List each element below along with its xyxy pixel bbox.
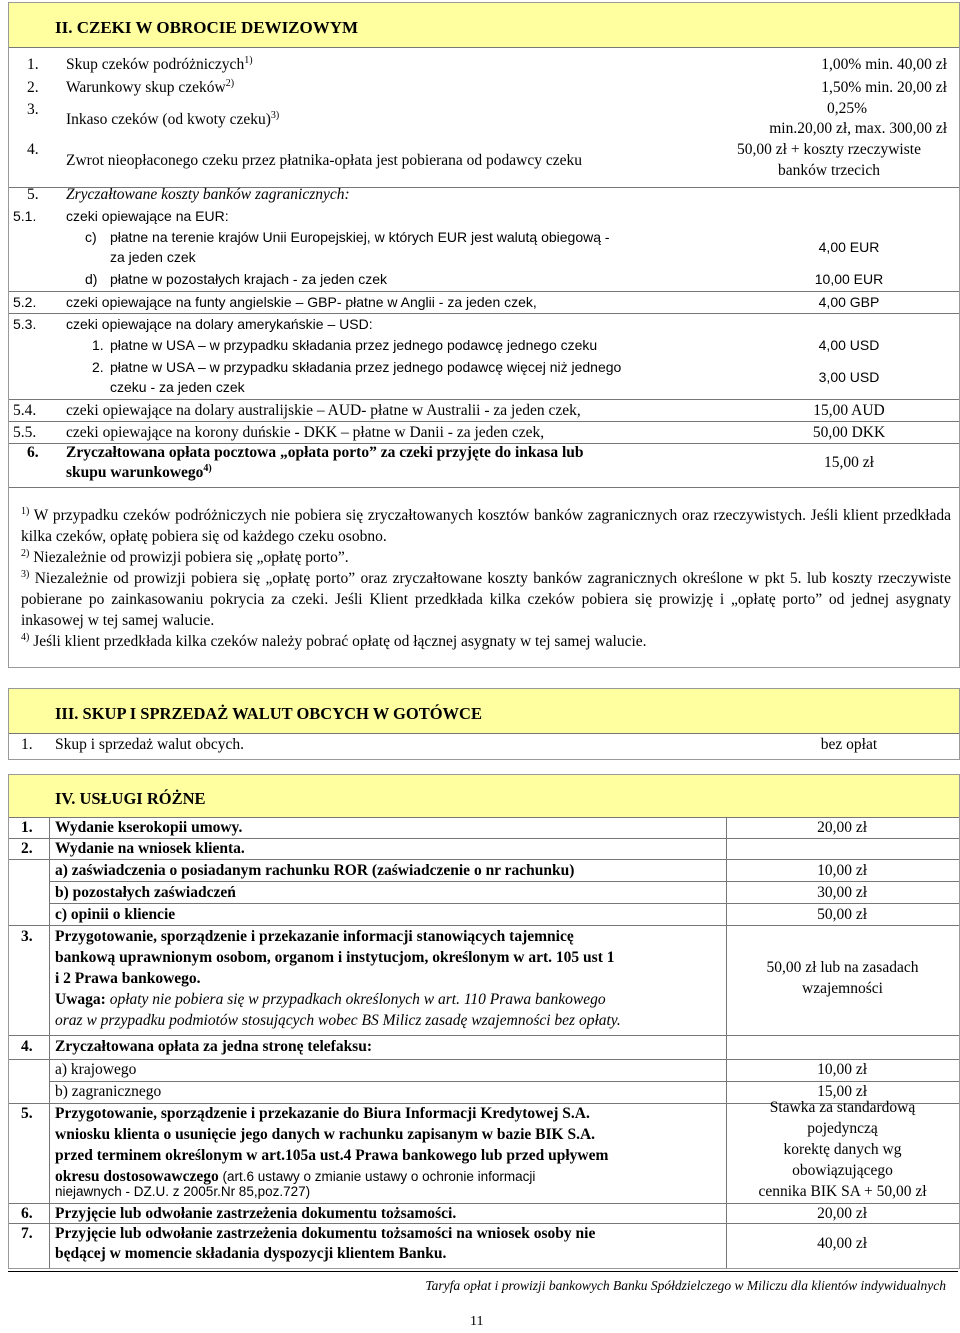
- row-num: 2.: [27, 79, 39, 96]
- row-num: 3.: [27, 101, 39, 118]
- section-4-title: IV. USŁUGI RÓŻNE: [55, 789, 206, 808]
- row-value: 15,00 AUD: [813, 402, 885, 419]
- row-value: 15,00 zł: [817, 1083, 867, 1100]
- row-value: 50,00 zł + koszty rzeczywiste: [737, 141, 921, 158]
- row-label: czeki opiewające na dolary amerykańskie – USD:: [66, 316, 373, 332]
- row-label: Zryczałtowana opłata za jedna stronę telefaksu:: [55, 1038, 373, 1055]
- row-label: będącej w momencie składania dyspozycji klientem Banku.: [55, 1245, 447, 1262]
- row-label: skupu warunkowego$^{4)}$: [66, 462, 212, 481]
- row-num: 5.3.: [13, 316, 37, 332]
- row-value: 3,00 USD: [818, 369, 880, 385]
- row-label: Przyjęcie lub odwołanie zastrzeżenia dokumentu tożsamości.: [55, 1205, 457, 1222]
- row-value: 4,00 USD: [818, 337, 880, 353]
- row-label: płatne w pozostałych krajach - za jeden czek: [110, 271, 388, 287]
- row-label: a) krajowego: [55, 1061, 137, 1078]
- row-value: 0,25%: [826, 100, 867, 117]
- row-value: bez opłat: [820, 736, 878, 753]
- footnote-3: $^{3)}$ Niezależnie od prowizji pobiera się „opłatę porto” oraz zryczałtowane koszty banków zagranicznych określone w pkt 5. lub koszty rzeczywiste pobierane po zainkasowaniu pokrycia za czeki. Jeśli Klient przedkłada kilka czeków pobiera się prowizję i „opłatę porto” od jednej asygnaty inkasowej w tej samej walucie.: [21, 568, 951, 629]
- row-value: 20,00 zł: [817, 819, 867, 836]
- row-num: 6.: [27, 444, 39, 461]
- row-num: 1.: [92, 337, 104, 353]
- row-num: 4.: [27, 141, 39, 158]
- row-value: 4,00 EUR: [818, 239, 880, 255]
- row-label: Zryczałtowana opłata pocztowa „opłata porto” za czeki przyjęte do inkasa lub: [66, 444, 584, 461]
- row-value: 50,00 zł: [817, 906, 867, 923]
- row-label: Wydanie kserokopii umowy.: [55, 819, 243, 836]
- row-label: przed terminem określonym w art.105a ust.4 Prawa bankowego lub przed upływem: [55, 1147, 609, 1164]
- row-label: czeki opiewające na dolary australijskie – AUD- płatne w Australii - za jeden czek,: [66, 402, 581, 419]
- section-3-title: III. SKUP I SPRZEDAŻ WALUT OBCYCH W GOTÓWCE: [55, 704, 482, 723]
- row-value: 15,00 zł: [824, 454, 874, 471]
- row-value: pojedynczą: [807, 1120, 878, 1137]
- row-label: i 2 Prawa bankowego.: [55, 970, 201, 987]
- row-label: Przygotowanie, sporządzenie i przekazanie do Biura Informacji Kredytowej S.A.: [55, 1105, 590, 1122]
- row-value: 10,00 EUR: [814, 271, 884, 287]
- row-label: płatne w USA – w przypadku składania przez jednego podawcę więcej niż jednego: [110, 359, 622, 375]
- section-2-box: [8, 2, 960, 668]
- row-label: płatne na terenie krajów Unii Europejskiej, w których EUR jest walutą obiegową -: [110, 229, 610, 245]
- row-label: Warunkowy skup czeków$^{2)}$: [66, 77, 235, 96]
- row-label: za jeden czek: [110, 249, 196, 265]
- row-num: 4.: [21, 1038, 33, 1055]
- footnote-1: $^{1)}$ W przypadku czeków podróżniczych nie pobiera się zryczałtowanych kosztów banków zagranicznych oraz rzeczywistych. Jeśli klient przedkłada kilka czeków, opłatę pobiera się od każdego czeku osobno.: [21, 505, 951, 545]
- row-value: korektę danych wg: [783, 1141, 902, 1158]
- row-value: 10,00 zł: [817, 1061, 867, 1078]
- row-label: Skup czeków podróżniczych$^{1)}$: [66, 54, 253, 73]
- row-label: płatne w USA – w przypadku składania przez jednego podawcę jednego czeku: [110, 337, 598, 353]
- footer-text: Taryfa opłat i prowizji bankowych Banku Spółdzielczego w Miliczu dla klientów indywidualnych: [425, 1278, 946, 1293]
- row-label: czeki opiewające na korony duńskie - DKK – płatne w Danii - za jeden czek,: [66, 424, 545, 441]
- footnote-4: $^{4)}$ Jeśli klient przedkłada kilka czeków należy pobrać opłatę od łącznej asygnaty w tej samej walucie.: [21, 631, 647, 650]
- section-3-box: [8, 688, 960, 760]
- row-value: Stawka za standardową: [769, 1099, 916, 1116]
- row-label: b) pozostałych zaświadczeń: [55, 884, 236, 901]
- row-label: Przygotowanie, sporządzenie i przekazanie informacji stanowiących tajemnicę: [55, 928, 574, 945]
- row-num: 2.: [92, 359, 104, 375]
- row-value: 1,00% min. 40,00 zł: [821, 56, 947, 73]
- row-label: Przyjęcie lub odwołanie zastrzeżenia dokumentu tożsamości na wniosek osoby nie: [55, 1225, 596, 1242]
- footer-rule: [8, 1271, 958, 1272]
- row-num: 1.: [21, 819, 33, 836]
- section-4-box: [8, 774, 960, 1269]
- row-label: bankową uprawnionym osobom, organom i instytucjom, określonym w art. 105 ust 1: [55, 949, 615, 966]
- footnotes: [21, 505, 951, 652]
- row-label: niejawnych - DZ.U. z 2005r.Nr 85,poz.727): [55, 1184, 311, 1199]
- row-label: wniosku klienta o usunięcie jego danych w rachunku zapisanym w bazie BIK S.A.: [55, 1126, 596, 1143]
- row-num: 7.: [21, 1225, 33, 1242]
- row-label: okresu dostosowawczego (art.6 ustawy o zmianie ustawy o ochronie informacji: [55, 1168, 536, 1185]
- page-number: 11: [470, 1314, 484, 1329]
- row-value: 30,00 zł: [817, 884, 867, 901]
- row-value: 40,00 zł: [817, 1235, 867, 1252]
- row-num: 5.: [21, 1105, 33, 1122]
- row-value: cennika BIK SA + 50,00 zł: [758, 1183, 927, 1200]
- row-value: obowiązującego: [792, 1162, 893, 1179]
- row-num: 2.: [21, 840, 33, 857]
- row-num: 1.: [27, 56, 39, 73]
- footnote-2: $^{2)}$ Niezależnie od prowizji pobiera się „opłatę porto”.: [21, 547, 349, 566]
- row-num: 5.1.: [13, 208, 37, 224]
- row-value: banków trzecich: [778, 162, 880, 179]
- row-num: 5.2.: [13, 294, 37, 310]
- row-label: Inkaso czeków (od kwoty czeku)$^{3)}$: [66, 109, 280, 128]
- row-num: 5.: [27, 186, 39, 203]
- row-label: b) zagranicznego: [55, 1083, 162, 1100]
- row-num: 5.4.: [13, 402, 37, 419]
- row-label: czeku - za jeden czek: [110, 379, 245, 395]
- row-note: Uwaga: opłaty nie pobiera się w przypadkach określonych w art. 110 Prawa bankowego: [55, 991, 606, 1008]
- row-label: Wydanie na wniosek klienta.: [55, 840, 245, 857]
- row-label: Skup i sprzedaż walut obcych.: [55, 736, 244, 753]
- row-label: czeki opiewające na funty angielskie – GBP- płatne w Anglii - za jeden czek,: [66, 294, 537, 310]
- row-num: 1.: [21, 736, 33, 753]
- row-value: 20,00 zł: [817, 1205, 867, 1222]
- row-num: d): [85, 271, 98, 287]
- row-label: Zwrot nieopłaconego czeku przez płatnika-opłata jest pobierana od podawcy czeku: [66, 152, 583, 169]
- row-value: 10,00 zł: [817, 862, 867, 879]
- row-value: 50,00 zł lub na zasadach: [766, 959, 919, 976]
- row-note: oraz w przypadku podmiotów stosujących wobec BS Milicz zasadę wzajemności bez opłaty.: [55, 1012, 621, 1029]
- row-label: a) zaświadczenia o posiadanym rachunku ROR (zaświadczenie o nr rachunku): [55, 862, 575, 879]
- row-value: 4,00 GBP: [818, 294, 880, 310]
- row-label: czeki opiewające na EUR:: [66, 208, 229, 224]
- row-value: wzajemności: [802, 980, 883, 997]
- row-num: c): [85, 229, 97, 245]
- row-num: 6.: [21, 1205, 33, 1222]
- row-label: c) opinii o kliencie: [55, 906, 176, 923]
- section-2-title: II. CZEKI W OBROCIE DEWIZOWYM: [55, 18, 359, 37]
- row-value: min.20,00 zł, max. 300,00 zł: [769, 120, 947, 137]
- row-num: 5.5.: [13, 424, 37, 441]
- row-num: 3.: [21, 928, 33, 945]
- row-label: Zryczałtowane koszty banków zagranicznych:: [66, 186, 350, 203]
- row-value: 1,50% min. 20,00 zł: [821, 79, 947, 96]
- row-value: 50,00 DKK: [812, 424, 886, 441]
